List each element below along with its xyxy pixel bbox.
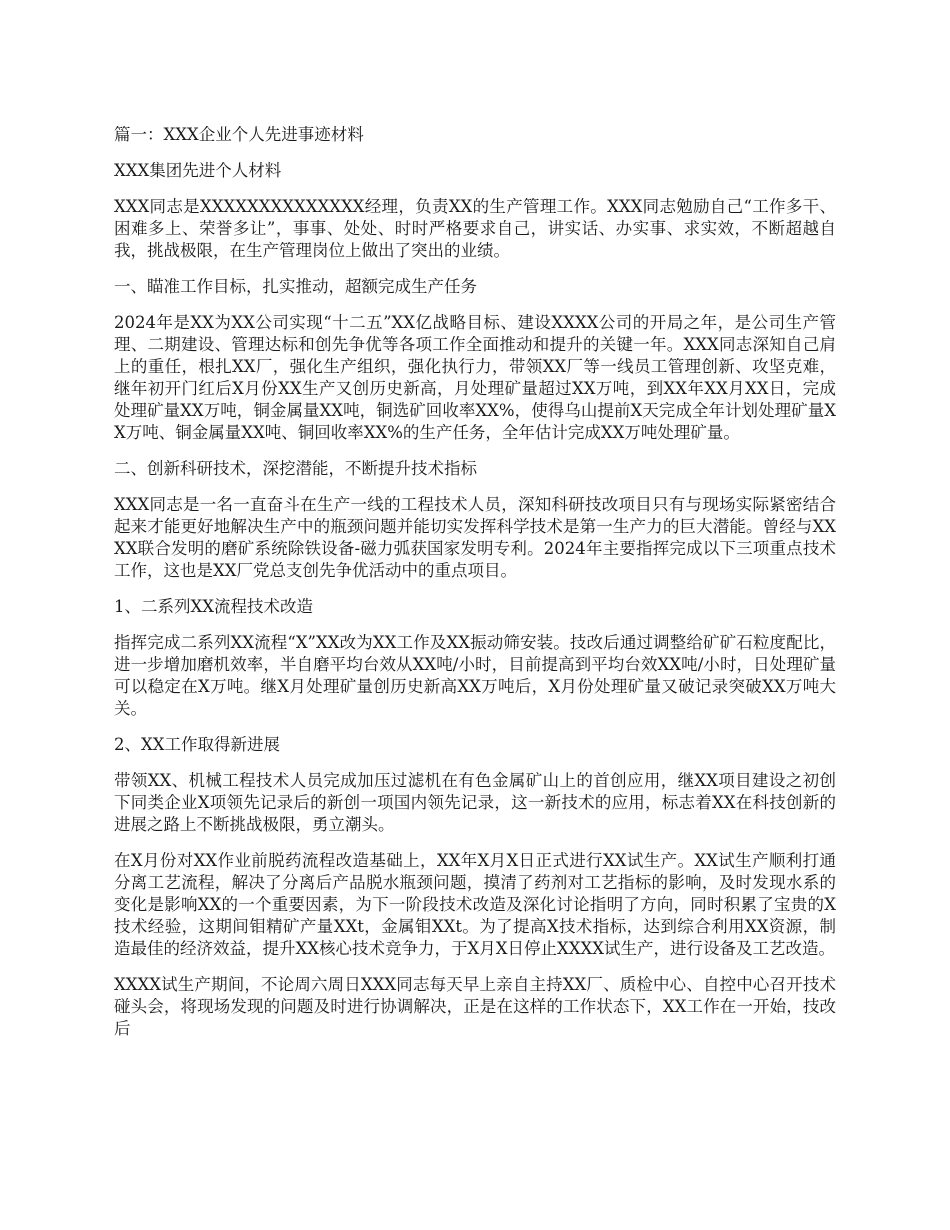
section-2-paragraph: XXX同志是一名一直奋斗在生产一线的工程技术人员，深知科研技改项目只有与现场实际紧密结合起来才能更好地解决生产中的瓶颈问题并能切实发挥科学技术是第一生产力的巨大潜能。曾经与XXXX联合发明的磨矿系统除铁设备-磁力弧获国家发明专利。2024年主要指挥完成以下三项重点技术工作，这也是XX厂党总支创先争优活动中的重点项目。 (114, 495, 836, 580)
subsection-2-paragraph-3: XXXX试生产期间，不论周六周日XXX同志每天早上亲自主持XX厂、质检中心、自控中心召开技术碰头会，将现场发现的问题及时进行协调解决，正是在这样的工作状态下，XX工作在一开始，技改后 (114, 975, 836, 1038)
intro-paragraph: XXX同志是XXXXXXXXXXXXXX经理，负责XX的生产管理工作。XXX同志勉励自己“工作多干、困难多上、荣誉多让”，事事、处处、时时严格要求自己，讲实话、办实事、求实效，不断超越自我，挑战极限，在生产管理岗位上做出了突出的业绩。 (114, 197, 836, 260)
section-heading-1: 一、瞄准工作目标，扎实推动，超额完成生产任务 (114, 277, 477, 296)
section-1-paragraph: 2024年是XX为XX公司实现“十二五”XX亿战略目标、建设XXXX公司的开局之年，是公司生产管理、二期建设、管理达标和创先争优等各项工作全面推动和提升的关键一年。XXX同志深知自己肩上的重任，根扎XX厂，强化生产组织，强化执行力，带领XX厂等一线员工管理创新、攻坚克难，继年初开门红后X月份XX生产又创历史新高，月处理矿量超过XX万吨，到XX年XX月XX日，完成处理矿量XX万吨，铜金属量XX吨，铜选矿回收率XX%，使得乌山提前X天完成全年计划处理矿量XX万吨、铜金属量XX吨、铜回收率XX%的生产任务，全年估计完成XX万吨处理矿量。 (114, 313, 836, 442)
subsection-heading-2: 2、XX工作取得新进展 (114, 735, 280, 754)
subsection-1-paragraph: 指挥完成二系列XX流程“X”XX改为XX工作及XX振动筛安装。技改后通过调整给矿矿石粒度配比，进一步增加磨机效率，半自磨平均台效从XX吨/小时，目前提高到平均台效XX吨/小时，日处理矿量可以稳定在X万吨。继X月处理矿量创历史新高XX万吨后，X月份处理矿量又破记录突破XX万吨大关。 (114, 633, 836, 718)
document-page (114, 124, 836, 1054)
subsection-2-paragraph-2: 在X月份对XX作业前脱药流程改造基础上，XX年X月X日正式进行XX试生产。XX试生产顺利打通分离工艺流程，解决了分离后产品脱水瓶颈问题，摸清了药剂对工艺指标的影响，及时发现水系的变化是影响XX的一个重要因素，为下一阶段技术改造及深化讨论指明了方向，同时积累了宝贵的X技术经验，这期间钼精矿产量XXt，金属钼XXt。为了提高X技术指标，达到综合利用XX资源，制造最佳的经济效益，提升XX核心技术竞争力，于X月X日停止XXXX试生产，进行设备及工艺改造。 (114, 851, 836, 958)
section-heading-2: 二、创新科研技术，深挖潜能，不断提升技术指标 (114, 459, 477, 478)
document-subtitle: XXX集团先进个人材料 (114, 161, 282, 180)
subsection-heading-1: 1、二系列XX流程技术改造 (114, 597, 313, 616)
subsection-2-paragraph-1: 带领XX、机械工程技术人员完成加压过滤机在有色金属矿山上的首创应用，继XX项目建设之初创下同类企业X项领先记录后的新创一项国内领先记录，这一新技术的应用，标志着XX在科技创新的进展之路上不断挑战极限，勇立潮头。 (114, 771, 836, 834)
document-title: 篇一：XXX企业个人先进事迹材料 (114, 125, 364, 144)
